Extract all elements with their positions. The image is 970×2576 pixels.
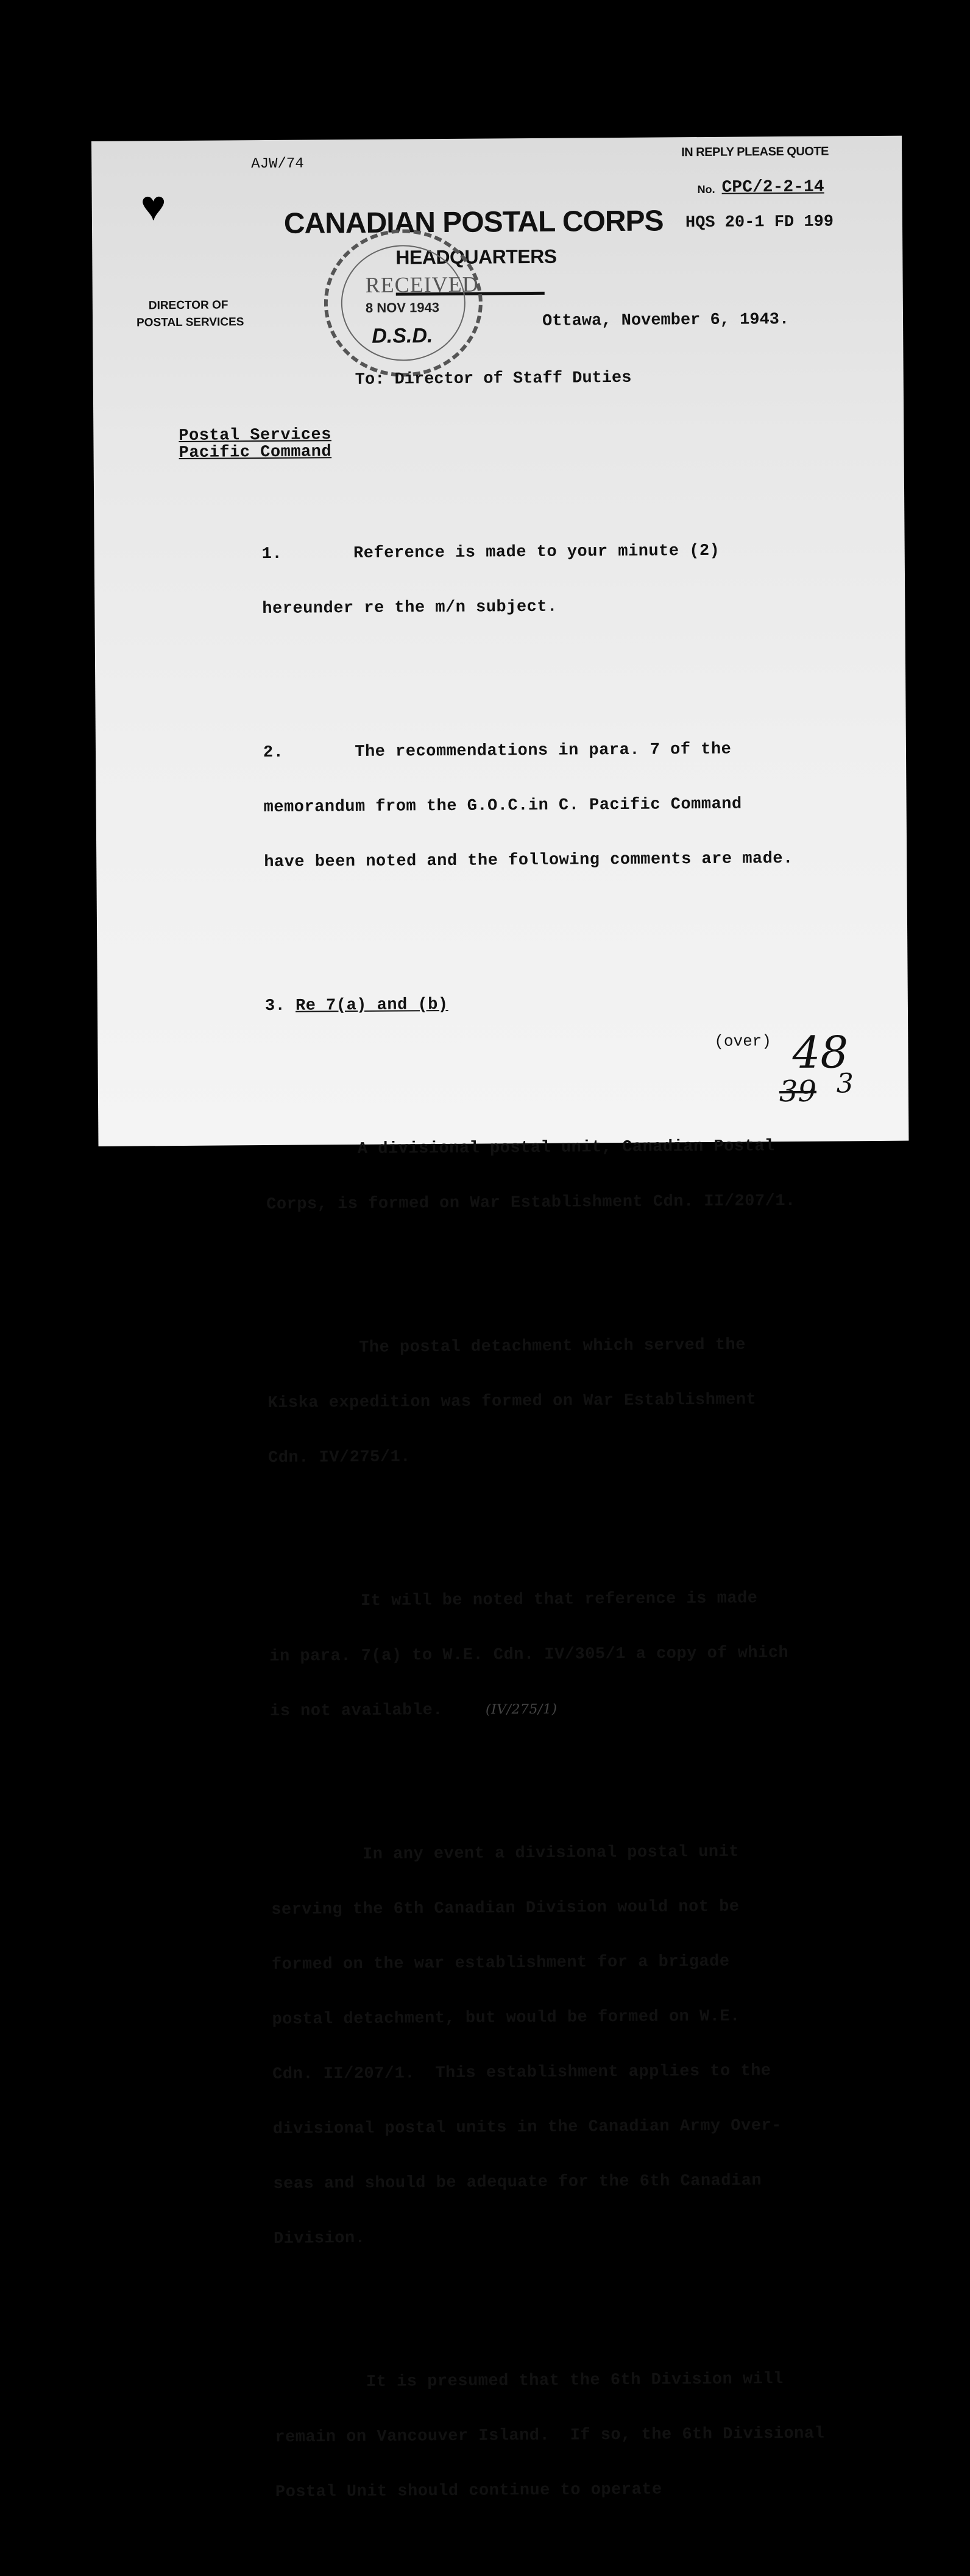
letterhead-title: CANADIAN POSTAL CORPS bbox=[283, 205, 664, 240]
body-text bbox=[261, 468, 826, 2575]
paragraph-8: It is presumed that the 6th Division will remain on Vancouver Island. If so, the 6th Divisional Postal Unit should continue to operate bbox=[274, 2370, 825, 2502]
paragraph-2: 2. The recommendations in para. 7 of the memorandum from the G.O.C.in C. Pacific Command have been noted and the following comments are made. bbox=[263, 740, 793, 872]
page-number-handwritten: 48 bbox=[792, 1026, 849, 1079]
paragraph-6: It will be noted that reference is made in para. 7(a) to W.E. Cdn. IV/305/1 a copy of which is not available. (IV/275/1) bbox=[269, 1589, 789, 1721]
paragraph-1: 1. Reference is made to your minute (2) hereunder re the m/n subject. bbox=[261, 542, 720, 619]
file-reference: AJW/74 bbox=[251, 155, 304, 173]
letterhead-file-codes: HQS 20-1 FD 199 bbox=[685, 213, 834, 233]
paragraph-5: The postal detachment which served the Kiska expedition was formed on War Establishment Cdn. IV/275/1. bbox=[267, 1336, 757, 1468]
subject-line1: Postal Services bbox=[179, 426, 332, 446]
paragraph-4: A divisional postal unit, Canadian Postal Corps, is formed on War Establishment Cdn. II/207/1. bbox=[266, 1137, 796, 1215]
document-page bbox=[91, 136, 908, 2502]
heart-icon: ♥ bbox=[140, 185, 167, 234]
letterhead-subtitle: HEADQUARTERS bbox=[395, 245, 557, 269]
reply-no-label: No. bbox=[697, 183, 715, 196]
stamp-date-text: 8 NOV 1943 bbox=[365, 300, 440, 316]
subject-line2: Pacific Command bbox=[179, 443, 332, 463]
reply-quote-label: IN REPLY PLEASE QUOTE bbox=[681, 144, 829, 160]
sender-line2: POSTAL SERVICES bbox=[136, 316, 244, 330]
place-date: Ottawa, November 6, 1943. bbox=[542, 311, 790, 331]
page-number-small: 3 bbox=[836, 1068, 854, 1099]
page-number-struck: 39 bbox=[779, 1074, 817, 1109]
recipient: To: Director of Staff Duties bbox=[355, 369, 632, 389]
sender-line1: DIRECTOR OF bbox=[148, 298, 228, 312]
paragraph-3-heading: 3. Re 7(a) and (b) bbox=[264, 995, 448, 1016]
reply-no-value: CPC/2-2-14 bbox=[721, 177, 824, 197]
over-note: (over) bbox=[714, 1032, 772, 1051]
paragraph-7: In any event a divisional postal unit serving the 6th Canadian Division would not be formed on the war establishment for a brigade postal detachment, but would be formed on W.E. Cdn. II/207/1. This establishment applies to the divisional postal units in the Canadian Army Over- seas and should be adequate for the 6th Canadian Division. bbox=[271, 1843, 782, 2248]
received-stamp bbox=[324, 229, 483, 378]
stamp-office-text: D.S.D. bbox=[372, 324, 433, 348]
handwritten-reference: (IV/275/1) bbox=[485, 1701, 558, 1718]
stamp-received-text: RECEIVED bbox=[365, 272, 479, 297]
